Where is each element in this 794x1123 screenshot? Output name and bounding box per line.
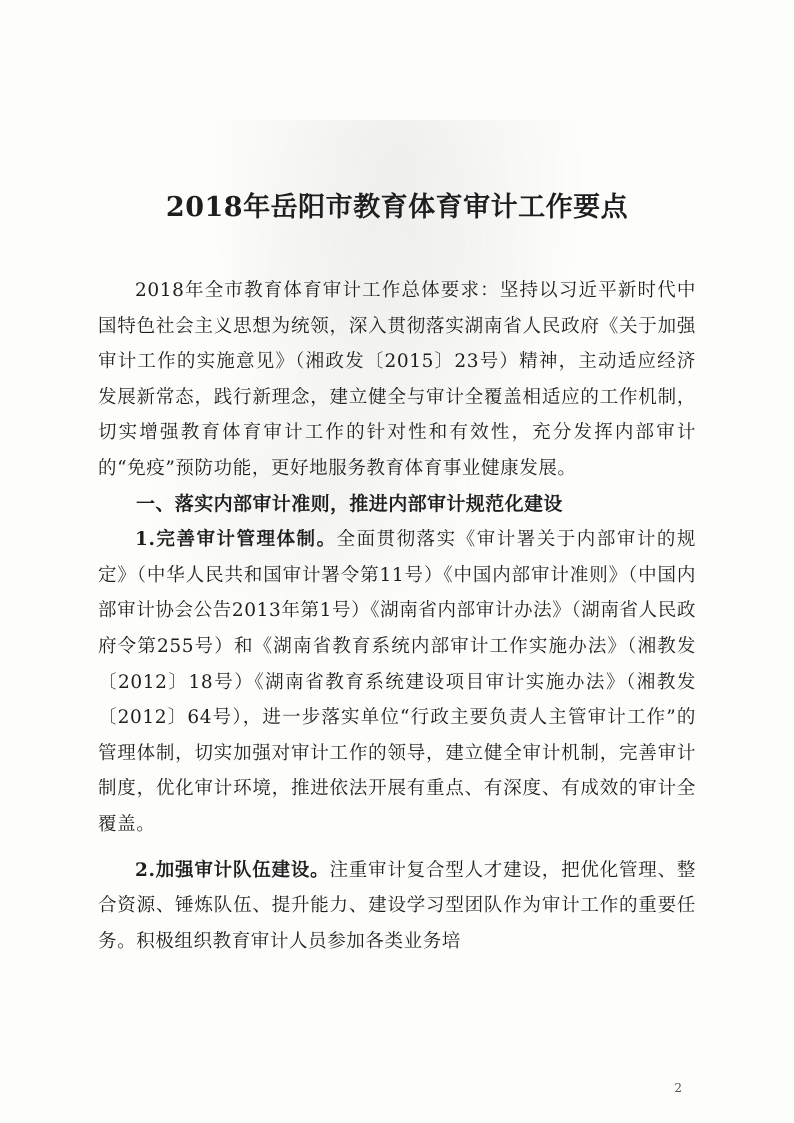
intro-paragraph: 2018年全市教育体育审计工作总体要求：坚持以习近平新时代中国特色社会主义思想为统领，深入贯彻落实湖南省人民政府《关于加强审计工作的实施意见》（湘政发〔2015〕23号）精神，主动适应经济发展新常态，践行新理念，建立健全与审计全覆盖相适应的工作机制，切实增强教育体育审计工作的针对性和有效性，充分发挥内部审计的“免疫”预防功能，更好地服务教育体育事业健康发展。	[98, 280, 696, 479]
item-2-paragraph	[98, 853, 696, 960]
item-1-lead: 1.完善审计管理体制。	[135, 529, 337, 551]
item-1-text: 全面贯彻落实《审计署关于内部审计的规定》（中华人民共和国审计署令第11号）《中国内部审计准则》（中国内部审计协会公告2013年第1号）《湖南省内部审计办法》（湖南省人民政府令第255号）和《湖南省教育系统内部审计工作实施办法》（湘教发〔2012〕18号）《湖南省教育系统建设项目审计实施办法》（湘教发〔2012〕64号），进一步落实单位“行政主要负责人主管审计工作”的管理体制，切实加强对审计工作的领导，建立健全审计机制，完善审计制度，优化审计环境，推进依法开展有重点、有深度、有成效的审计全覆盖。	[98, 529, 696, 835]
item-2-lead: 2.加强审计队伍建设。	[135, 859, 330, 881]
section-1-heading: 一、落实内部审计准则，推进内部审计规范化建设	[136, 492, 563, 515]
paragraph-gap	[98, 843, 696, 853]
document-title: 2018年岳阳市教育体育审计工作要点	[165, 192, 629, 223]
document-body	[98, 273, 696, 959]
item-2-text: 注重审计复合型人才建设，把优化管理、整合资源、锤炼队伍、提升能力、建设学习型团队作为审计工作的重要任务。积极组织教育审计人员参加各类业务培	[98, 859, 697, 952]
item-1-paragraph	[98, 522, 696, 842]
page-number: 2	[674, 1081, 682, 1095]
